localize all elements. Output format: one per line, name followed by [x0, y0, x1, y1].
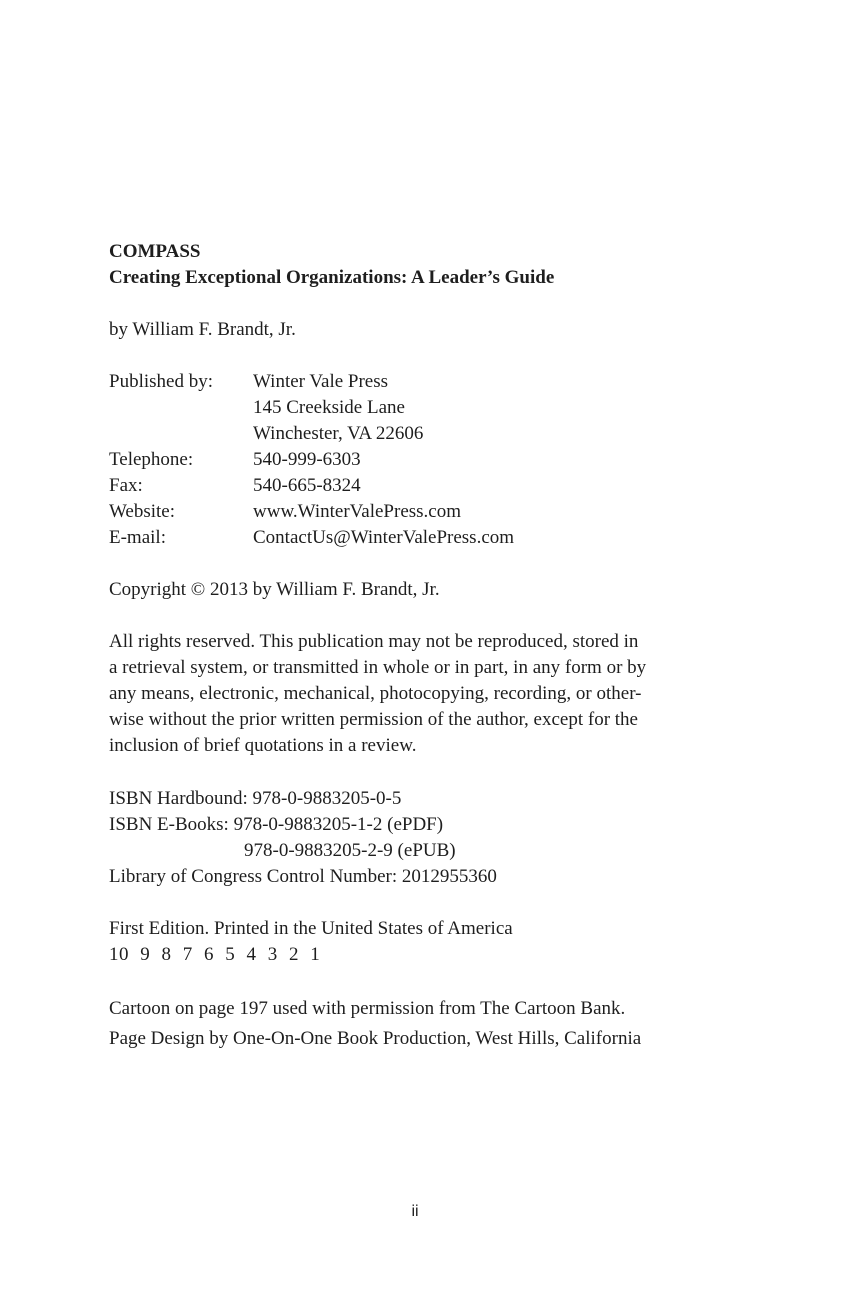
- telephone-label: Telephone:: [109, 449, 194, 470]
- rights-line: any means, electronic, mechanical, photocopying, recording, or other-: [109, 683, 642, 704]
- publisher-block: [109, 369, 749, 551]
- copyright-block: [109, 577, 749, 603]
- design-credit: Page Design by One-On-One Book Production, West Hills, California: [109, 1028, 642, 1049]
- isbn-ebooks-epub: 978-0-9883205-2-9 (ePUB): [244, 840, 456, 861]
- edition-block: [109, 916, 749, 968]
- isbn-ebooks-epdf: ISBN E-Books: 978-0-9883205-1-2 (ePDF): [109, 814, 444, 835]
- rights-block: [109, 629, 749, 759]
- telephone-row: [109, 447, 749, 473]
- copyright-notice: Copyright © 2013 by William F. Brandt, Jr.: [109, 579, 440, 600]
- isbn-hardbound: ISBN Hardbound: 978-0-9883205-0-5: [109, 788, 402, 809]
- address-row-1: [109, 395, 749, 421]
- title-block: [109, 239, 749, 291]
- address-spacer: [109, 421, 253, 447]
- credits-block: [109, 994, 749, 1054]
- email-label: E-mail:: [109, 527, 166, 548]
- fax-value: 540-665-8324: [253, 475, 361, 496]
- address-spacer: [109, 395, 253, 421]
- website-label: Website:: [109, 501, 176, 522]
- book-subtitle: Creating Exceptional Organizations: A Leader’s Guide: [109, 267, 555, 288]
- page-number: ii: [411, 1203, 419, 1220]
- lccn: Library of Congress Control Number: 2012955360: [109, 866, 497, 887]
- rights-line: a retrieval system, or transmitted in whole or in part, in any form or by: [109, 657, 647, 678]
- author-line: by William F. Brandt, Jr.: [109, 319, 296, 340]
- publisher-name: Winter Vale Press: [253, 371, 389, 392]
- published-by-label: Published by:: [109, 371, 213, 392]
- author-block: [109, 317, 749, 343]
- website-row: [109, 499, 749, 525]
- website-value: www.WinterValePress.com: [253, 501, 462, 522]
- publisher-row: [109, 369, 749, 395]
- rights-line: inclusion of brief quotations in a review.: [109, 735, 417, 756]
- fax-label: Fax:: [109, 475, 143, 496]
- email-row: [109, 525, 749, 551]
- rights-line: wise without the prior written permission of the author, except for the: [109, 709, 638, 730]
- email-value: ContactUs@WinterValePress.com: [253, 527, 515, 548]
- isbn-block: [109, 786, 749, 890]
- telephone-value: 540-999-6303: [253, 449, 361, 470]
- edition-line: First Edition. Printed in the United States of America: [109, 918, 513, 939]
- fax-row: [109, 473, 749, 499]
- address-row-2: [109, 421, 749, 447]
- cartoon-credit: Cartoon on page 197 used with permission from The Cartoon Bank.: [109, 998, 626, 1019]
- printing-numbers: 10 9 8 7 6 5 4 3 2 1: [109, 944, 321, 965]
- rights-line: All rights reserved. This publication may not be reproduced, stored in: [109, 631, 639, 652]
- book-title: COMPASS: [109, 241, 201, 262]
- publisher-address-line1: 145 Creekside Lane: [253, 397, 405, 418]
- publisher-address-line2: Winchester, VA 22606: [253, 423, 424, 444]
